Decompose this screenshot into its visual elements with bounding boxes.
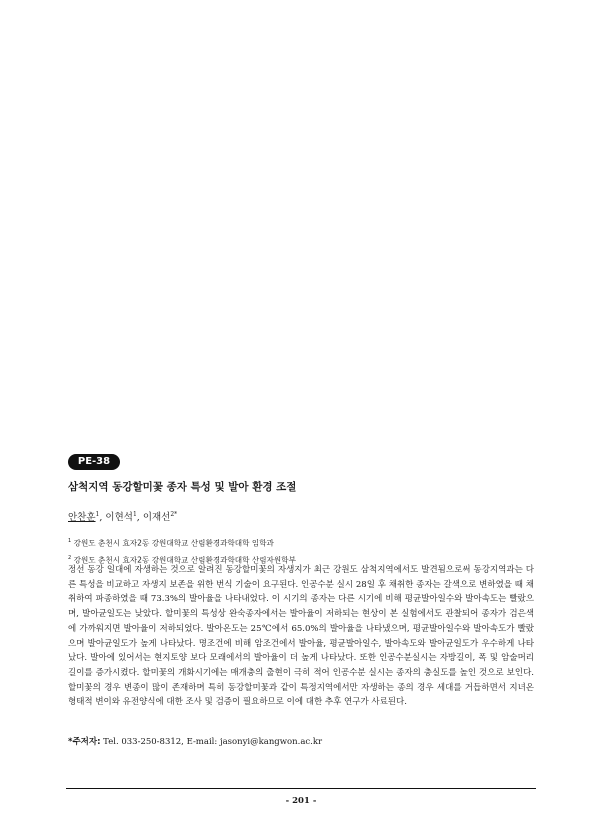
author-name: 이현석 — [105, 512, 133, 523]
author-separator: , — [99, 512, 106, 523]
author-affiliation-mark: 1 — [132, 510, 137, 518]
author-name: 이재선 — [142, 512, 171, 523]
author-list — [68, 509, 538, 523]
paper-title: 삼척지역 동강할미꽃 종자 특성 및 발아 환경 조절 — [68, 481, 297, 493]
affiliation-mark: 2 — [68, 554, 72, 561]
corresponding-author-contact — [68, 735, 538, 747]
author-name: 안찬훈 — [68, 512, 96, 523]
abstract-body: 정선 동강 일대에 자생하는 것으로 알려진 동강할미꽃의 자생지가 최근 강원도 삼척지역에서도 발견됨으로써 동강지역과는 다른 특성을 비교하고 자생지 보존을 위한 번식 기술이 요구된다. 인공수분 실시 28일 후 채취한 종자는 갈색으로 변하였을 때 채취하여 파종하였을 때 73.3%의 발아율을 나타내었다. 이 시기의 종자는 다른 시기에 비해 평균발아일수와 발아속도는 빨랐으며, 발아균일도는 낮았다. 할미꽃의 특성상 완숙종자에서는 발아율이 저하되는 현상이 본 실험에서도 관찰되어 종자가 검은색에 가까워지면 발아율이 저하되었다. 발아온도는 25℃에서 65.0%의 발아율을 나타냈으며, 평균발아일수와 발아속도가 빨랐으며 발아균일도가 높게 나타났다. 명조건에 비해 암조건에서 발아율, 평균발아일수, 발아속도와 발아균일도가 우수하게 나타났다. 발아에 있어서는 현지토양 보다 모래에서의 발아율이 더 높게 나타났다. 또한 인공수분실시는 자방길이, 폭 및 암술머리 길이를 증가시켰다. 할미꽃의 개화시기에는 매개충의 출현이 극히 적어 인공수분 실시는 종자의 충실도를 높인 것으로 보인다. 할미꽃의 경우 변종이 많이 존재하며 특히 동강할미꽃과 같이 특정지역에서만 자생하는 종의 경우 세대를 거듭하면서 지녀온 형태적 변이와 유전양식에 대한 조사 및 검증이 필요하므로 이에 대한 추후 연구가 사료된다. — [68, 565, 534, 708]
page-number: - 201 - — [285, 796, 317, 806]
affiliation-text: 강원도 춘천시 효자2동 강원대학교 산림환경과학대학 산림자원학부 — [73, 555, 296, 565]
author-affiliation-mark: 2* — [170, 510, 178, 518]
affiliation-mark: 1 — [68, 538, 72, 544]
session-code-badge: PE-38 — [68, 454, 120, 470]
footer-rule — [66, 788, 536, 789]
author-affiliation-mark: 1 — [95, 510, 100, 518]
affiliation-line — [68, 534, 538, 551]
contact-label: *주저자: — [68, 737, 101, 747]
affiliation-text: 강원도 춘천시 효자2동 강원대학교 산림환경과학대학 임학과 — [73, 538, 274, 548]
contact-text: Tel. 033-250-8312, E-mail: jasonyi@kangwon.ac.kr — [100, 737, 323, 747]
author-separator: , — [136, 512, 143, 523]
